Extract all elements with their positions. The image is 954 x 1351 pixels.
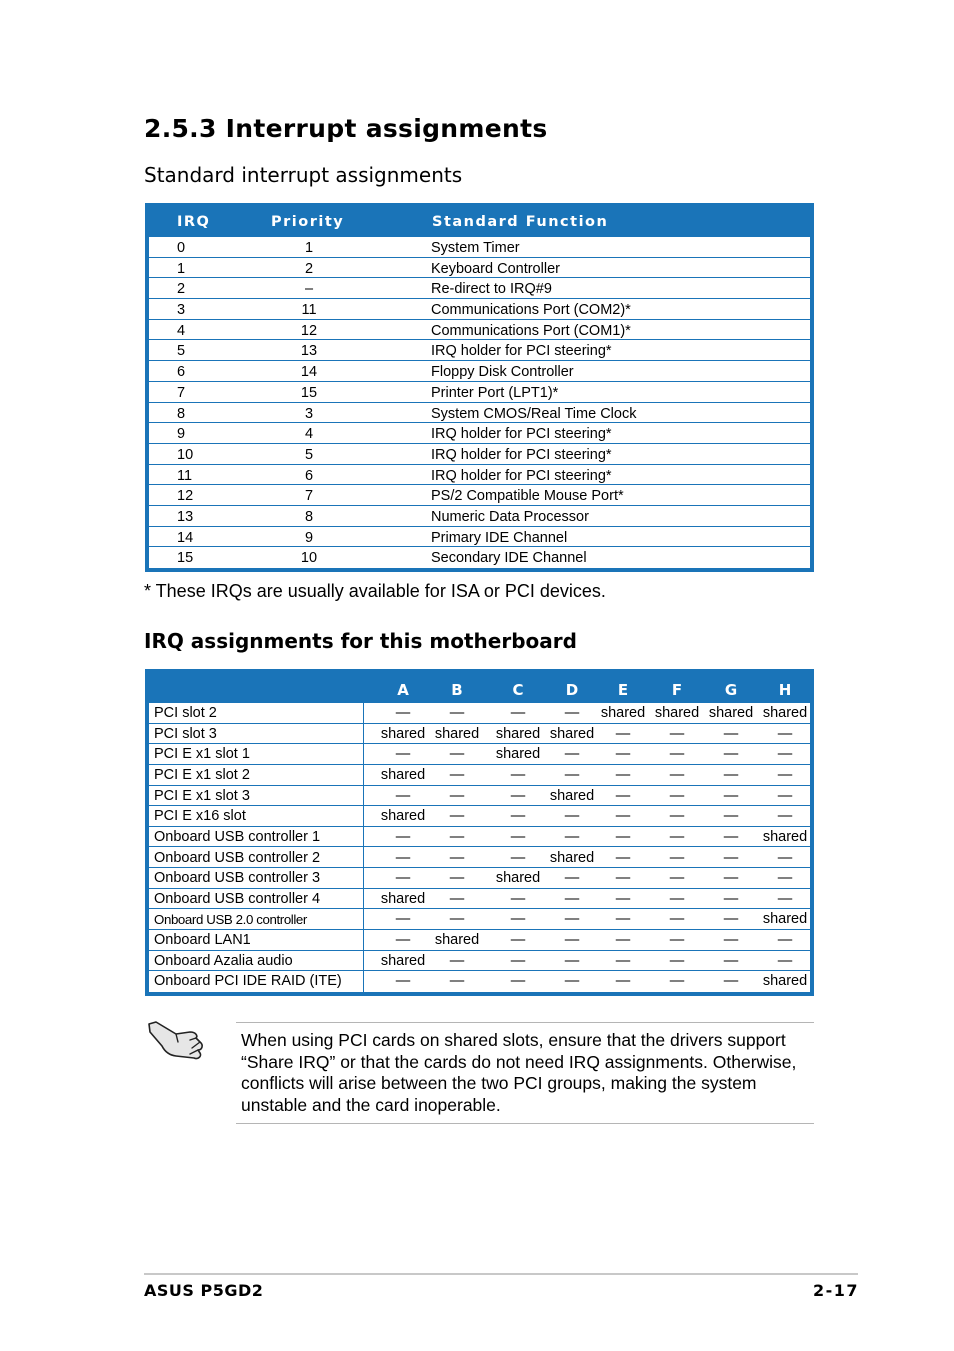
function-cell: Communications Port (COM1)* [431,322,631,339]
irq-value-cell: shared [495,870,541,887]
irq-value-cell: — [723,870,739,887]
device-cell: Onboard USB controller 2 [154,849,321,866]
irq-value-cell: — [510,911,526,928]
irq-value-cell: — [777,787,793,804]
irq-cell: 8 [177,405,186,422]
priority-cell: – [304,281,314,298]
irq-value-cell: — [777,746,793,763]
table-row [149,403,810,424]
irq-cell: 5 [177,343,186,360]
irq-value-cell: shared [549,787,595,804]
irq-value-cell: — [449,808,465,825]
priority-cell: 14 [300,364,318,381]
irq-value-cell: — [615,746,631,763]
note-top-rule [236,1022,814,1023]
priority-cell: 15 [300,384,318,401]
header-priority: Priority [271,214,345,230]
priority-cell: 3 [304,405,314,422]
priority-cell: 4 [304,426,314,443]
irq-value-cell: shared [762,828,808,845]
irq-value-cell: — [615,952,631,969]
section-title: 2.5.3 Interrupt assignments [144,114,548,143]
priority-cell: 1 [304,240,314,256]
irq-value-cell: — [669,787,685,804]
header-column-d: D [565,681,579,699]
irq-value-cell: — [723,932,739,949]
irq-value-cell: shared [654,705,700,721]
irq-value-cell: — [395,849,411,866]
function-cell: System Timer [431,240,520,256]
table-row [149,765,810,786]
function-cell: Printer Port (LPT1)* [431,384,559,401]
irq-cell: 9 [177,426,186,443]
table-row [149,278,810,299]
irq-value-cell: — [723,746,739,763]
irq-cell: 11 [177,467,193,484]
irq-value-cell: — [669,725,685,742]
table-row [149,258,810,279]
irq-value-cell: — [449,890,465,907]
irq-value-cell: — [723,890,739,907]
irq-value-cell: — [669,952,685,969]
irq-value-cell: — [564,932,580,949]
irq-value-cell: — [723,808,739,825]
irq-value-cell: — [510,849,526,866]
function-cell: Secondary IDE Channel [431,550,587,567]
irq-value-cell: — [449,870,465,887]
function-cell: Primary IDE Channel [431,529,568,546]
header-column-b: B [451,681,463,699]
device-cell: PCI E x1 slot 1 [154,746,250,763]
device-cell: PCI slot 2 [154,705,217,721]
irq-value-cell: — [449,911,465,928]
irq-value-cell: shared [495,746,541,763]
irq-cell: 7 [177,384,186,401]
irq-cell: 12 [177,488,194,505]
irq-value-cell: — [395,746,411,763]
irq-cell: 14 [177,529,194,546]
header-irq: IRQ [177,214,211,230]
irq-value-cell: — [669,932,685,949]
table-row [149,485,810,506]
irq-value-cell: — [723,766,739,783]
irq-value-cell: — [615,973,631,990]
footer-rule [144,1273,858,1275]
standard-irq-table [145,203,814,572]
header-column-f: F [671,681,683,699]
irq-value-cell: — [777,766,793,783]
irq-value-cell: — [669,766,685,783]
irq-value-cell: shared [434,725,480,742]
irq-value-cell: — [669,828,685,845]
irq-cell: 13 [177,508,194,525]
irq-value-cell: — [669,746,685,763]
irq-value-cell: — [669,849,685,866]
priority-cell: 11 [301,302,317,319]
motherboard-heading: IRQ assignments for this motherboard [144,629,577,653]
irq-value-cell: — [615,890,631,907]
column-divider [363,703,364,992]
header-column-c: C [512,681,524,699]
irq-value-cell: — [615,725,631,742]
irq-value-cell: — [395,787,411,804]
irq-value-cell: — [449,766,465,783]
device-cell: PCI slot 3 [154,725,217,742]
irq-value-cell: — [395,828,411,845]
motherboard-table-body [149,703,810,992]
irq-cell: 0 [177,240,186,256]
irq-value-cell: — [564,952,580,969]
device-cell: Onboard USB controller 1 [154,828,321,845]
function-cell: Communications Port (COM2)* [431,302,631,319]
irq-value-cell: — [777,849,793,866]
device-cell: PCI E x1 slot 2 [154,766,250,783]
priority-cell: 13 [300,343,318,360]
irq-cell: 6 [177,364,186,381]
table-row [149,506,810,527]
priority-cell: 10 [300,550,318,567]
footer-product: ASUS P5GD2 [144,1281,264,1300]
table-row [149,827,810,848]
irq-value-cell: — [510,890,526,907]
irq-value-cell: — [395,932,411,949]
function-cell: Floppy Disk Controller [431,364,574,381]
function-cell: IRQ holder for PCI steering* [431,446,612,463]
table-row [149,868,810,889]
function-cell: Keyboard Controller [431,260,560,277]
device-cell: Onboard USB controller 3 [154,870,321,887]
irq-value-cell: — [615,849,631,866]
irq-value-cell: — [510,828,526,845]
irq-value-cell: — [777,952,793,969]
irq-value-cell: — [449,849,465,866]
irq-value-cell: — [669,808,685,825]
irq-value-cell: — [449,828,465,845]
irq-value-cell: — [510,932,526,949]
header-column-a: A [397,681,409,699]
standard-table-body [149,237,810,568]
header-standard-function: Standard Function [432,214,609,230]
device-cell: Onboard PCI IDE RAID (ITE) [154,973,342,990]
irq-cell: 1 [177,260,186,277]
function-cell: Re-direct to IRQ#9 [431,281,552,298]
priority-cell: 5 [304,446,314,463]
irq-value-cell: — [564,890,580,907]
irq-value-cell: shared [762,973,808,990]
irq-value-cell: shared [434,932,480,949]
irq-value-cell: — [510,808,526,825]
irq-value-cell: — [615,932,631,949]
table-row [149,527,810,548]
irq-value-cell: — [723,911,739,928]
irq-value-cell: — [777,932,793,949]
irq-value-cell: shared [380,808,426,825]
irq-value-cell: — [777,890,793,907]
device-cell: PCI E x1 slot 3 [154,787,250,804]
irq-value-cell: — [777,725,793,742]
device-cell: Onboard Azalia audio [154,952,293,969]
motherboard-table-header [145,669,814,703]
table-row [149,444,810,465]
header-column-e: E [617,681,629,699]
irq-value-cell: — [615,766,631,783]
table-row [149,724,810,745]
irq-value-cell: — [777,808,793,825]
irq-value-cell: — [564,828,580,845]
table-row [149,237,810,258]
footer-page-number: 2-17 [812,1281,859,1300]
function-cell: IRQ holder for PCI steering* [431,343,612,360]
irq-value-cell: shared [762,705,808,721]
irq-value-cell: shared [380,725,426,742]
irq-value-cell: shared [380,890,426,907]
table-row [149,320,810,341]
table-row [149,744,810,765]
device-cell: PCI E x16 slot [154,808,246,825]
irq-value-cell: — [449,746,465,763]
table-row [149,930,810,951]
irq-value-cell: — [564,870,580,887]
irq-value-cell: — [669,890,685,907]
table-row [149,806,810,827]
irq-value-cell: — [564,705,580,721]
function-cell: Numeric Data Processor [431,508,589,525]
irq-value-cell: — [449,952,465,969]
table-row [149,909,810,930]
irq-value-cell: — [510,787,526,804]
note-text: When using PCI cards on shared slots, ensure that the drivers support “Share IRQ” or that the cards do not need IRQ assignments. Otherwise, conflicts will arise between the two PCI groups, making the system unstable and the card inoperable. [241,1030,797,1115]
irq-value-cell: — [723,725,739,742]
irq-cell: 4 [177,322,186,339]
table-row [149,382,810,403]
irq-value-cell: — [395,911,411,928]
priority-cell: 12 [300,322,318,339]
irq-cell: 2 [177,281,186,298]
function-cell: System CMOS/Real Time Clock [431,405,637,422]
irq-value-cell: — [669,911,685,928]
function-cell: PS/2 Compatible Mouse Port* [431,488,624,505]
irq-value-cell: — [510,766,526,783]
irq-cell: 15 [177,550,194,567]
irq-value-cell: — [510,705,526,721]
table-row [149,786,810,807]
irq-value-cell: — [449,787,465,804]
priority-cell: 9 [304,529,314,546]
function-cell: IRQ holder for PCI steering* [431,467,612,484]
function-cell: IRQ holder for PCI steering* [431,426,612,443]
irq-value-cell: — [777,870,793,887]
table-row [149,340,810,361]
priority-cell: 8 [304,508,314,525]
irq-value-cell: — [615,828,631,845]
irq-value-cell: — [449,705,465,721]
irq-value-cell: — [723,849,739,866]
irq-value-cell: — [615,787,631,804]
irq-value-cell: shared [600,705,646,721]
irq-value-cell: — [564,973,580,990]
header-column-g: G [724,681,738,699]
irq-value-cell: — [615,870,631,887]
irq-value-cell: — [564,766,580,783]
irq-value-cell: shared [762,911,808,928]
table-row [149,951,810,972]
table-row [149,423,810,444]
irq-value-cell: — [395,705,411,721]
priority-cell: 7 [304,488,314,505]
irq-value-cell: — [615,808,631,825]
irq-value-cell: — [564,808,580,825]
irq-value-cell: shared [380,766,426,783]
hand-pointing-icon [146,1018,206,1066]
device-cell: Onboard USB 2.0 controller [154,912,307,928]
device-cell: Onboard LAN1 [154,932,251,949]
irq-value-cell: shared [708,705,754,721]
footnote: * These IRQs are usually available for ISA or PCI devices. [144,581,606,601]
table-row [149,971,810,992]
irq-value-cell: shared [380,952,426,969]
irq-value-cell: — [564,746,580,763]
irq-value-cell: — [669,973,685,990]
irq-value-cell: shared [549,849,595,866]
irq-value-cell: shared [495,725,541,742]
irq-value-cell: shared [549,725,595,742]
standard-heading: Standard interrupt assignments [144,163,463,187]
note-bottom-rule [236,1123,814,1124]
motherboard-irq-table [145,669,814,996]
irq-value-cell: — [615,911,631,928]
priority-cell: 6 [304,467,314,484]
header-column-h: H [778,681,792,699]
table-row [149,361,810,382]
table-row [149,703,810,724]
irq-value-cell: — [723,828,739,845]
irq-value-cell: — [510,952,526,969]
irq-cell: 3 [177,302,186,319]
table-row [149,299,810,320]
table-row [149,547,810,568]
irq-value-cell: — [510,973,526,990]
irq-value-cell: — [564,911,580,928]
table-row [149,848,810,869]
irq-value-cell: — [723,787,739,804]
irq-value-cell: — [395,973,411,990]
standard-table-header [145,203,814,237]
irq-value-cell: — [669,870,685,887]
irq-value-cell: — [449,973,465,990]
device-cell: Onboard USB controller 4 [154,890,321,907]
irq-cell: 10 [177,446,194,463]
table-row [149,465,810,486]
irq-value-cell: — [723,952,739,969]
irq-value-cell: — [395,870,411,887]
table-row [149,889,810,910]
priority-cell: 2 [304,260,314,277]
irq-value-cell: — [723,973,739,990]
